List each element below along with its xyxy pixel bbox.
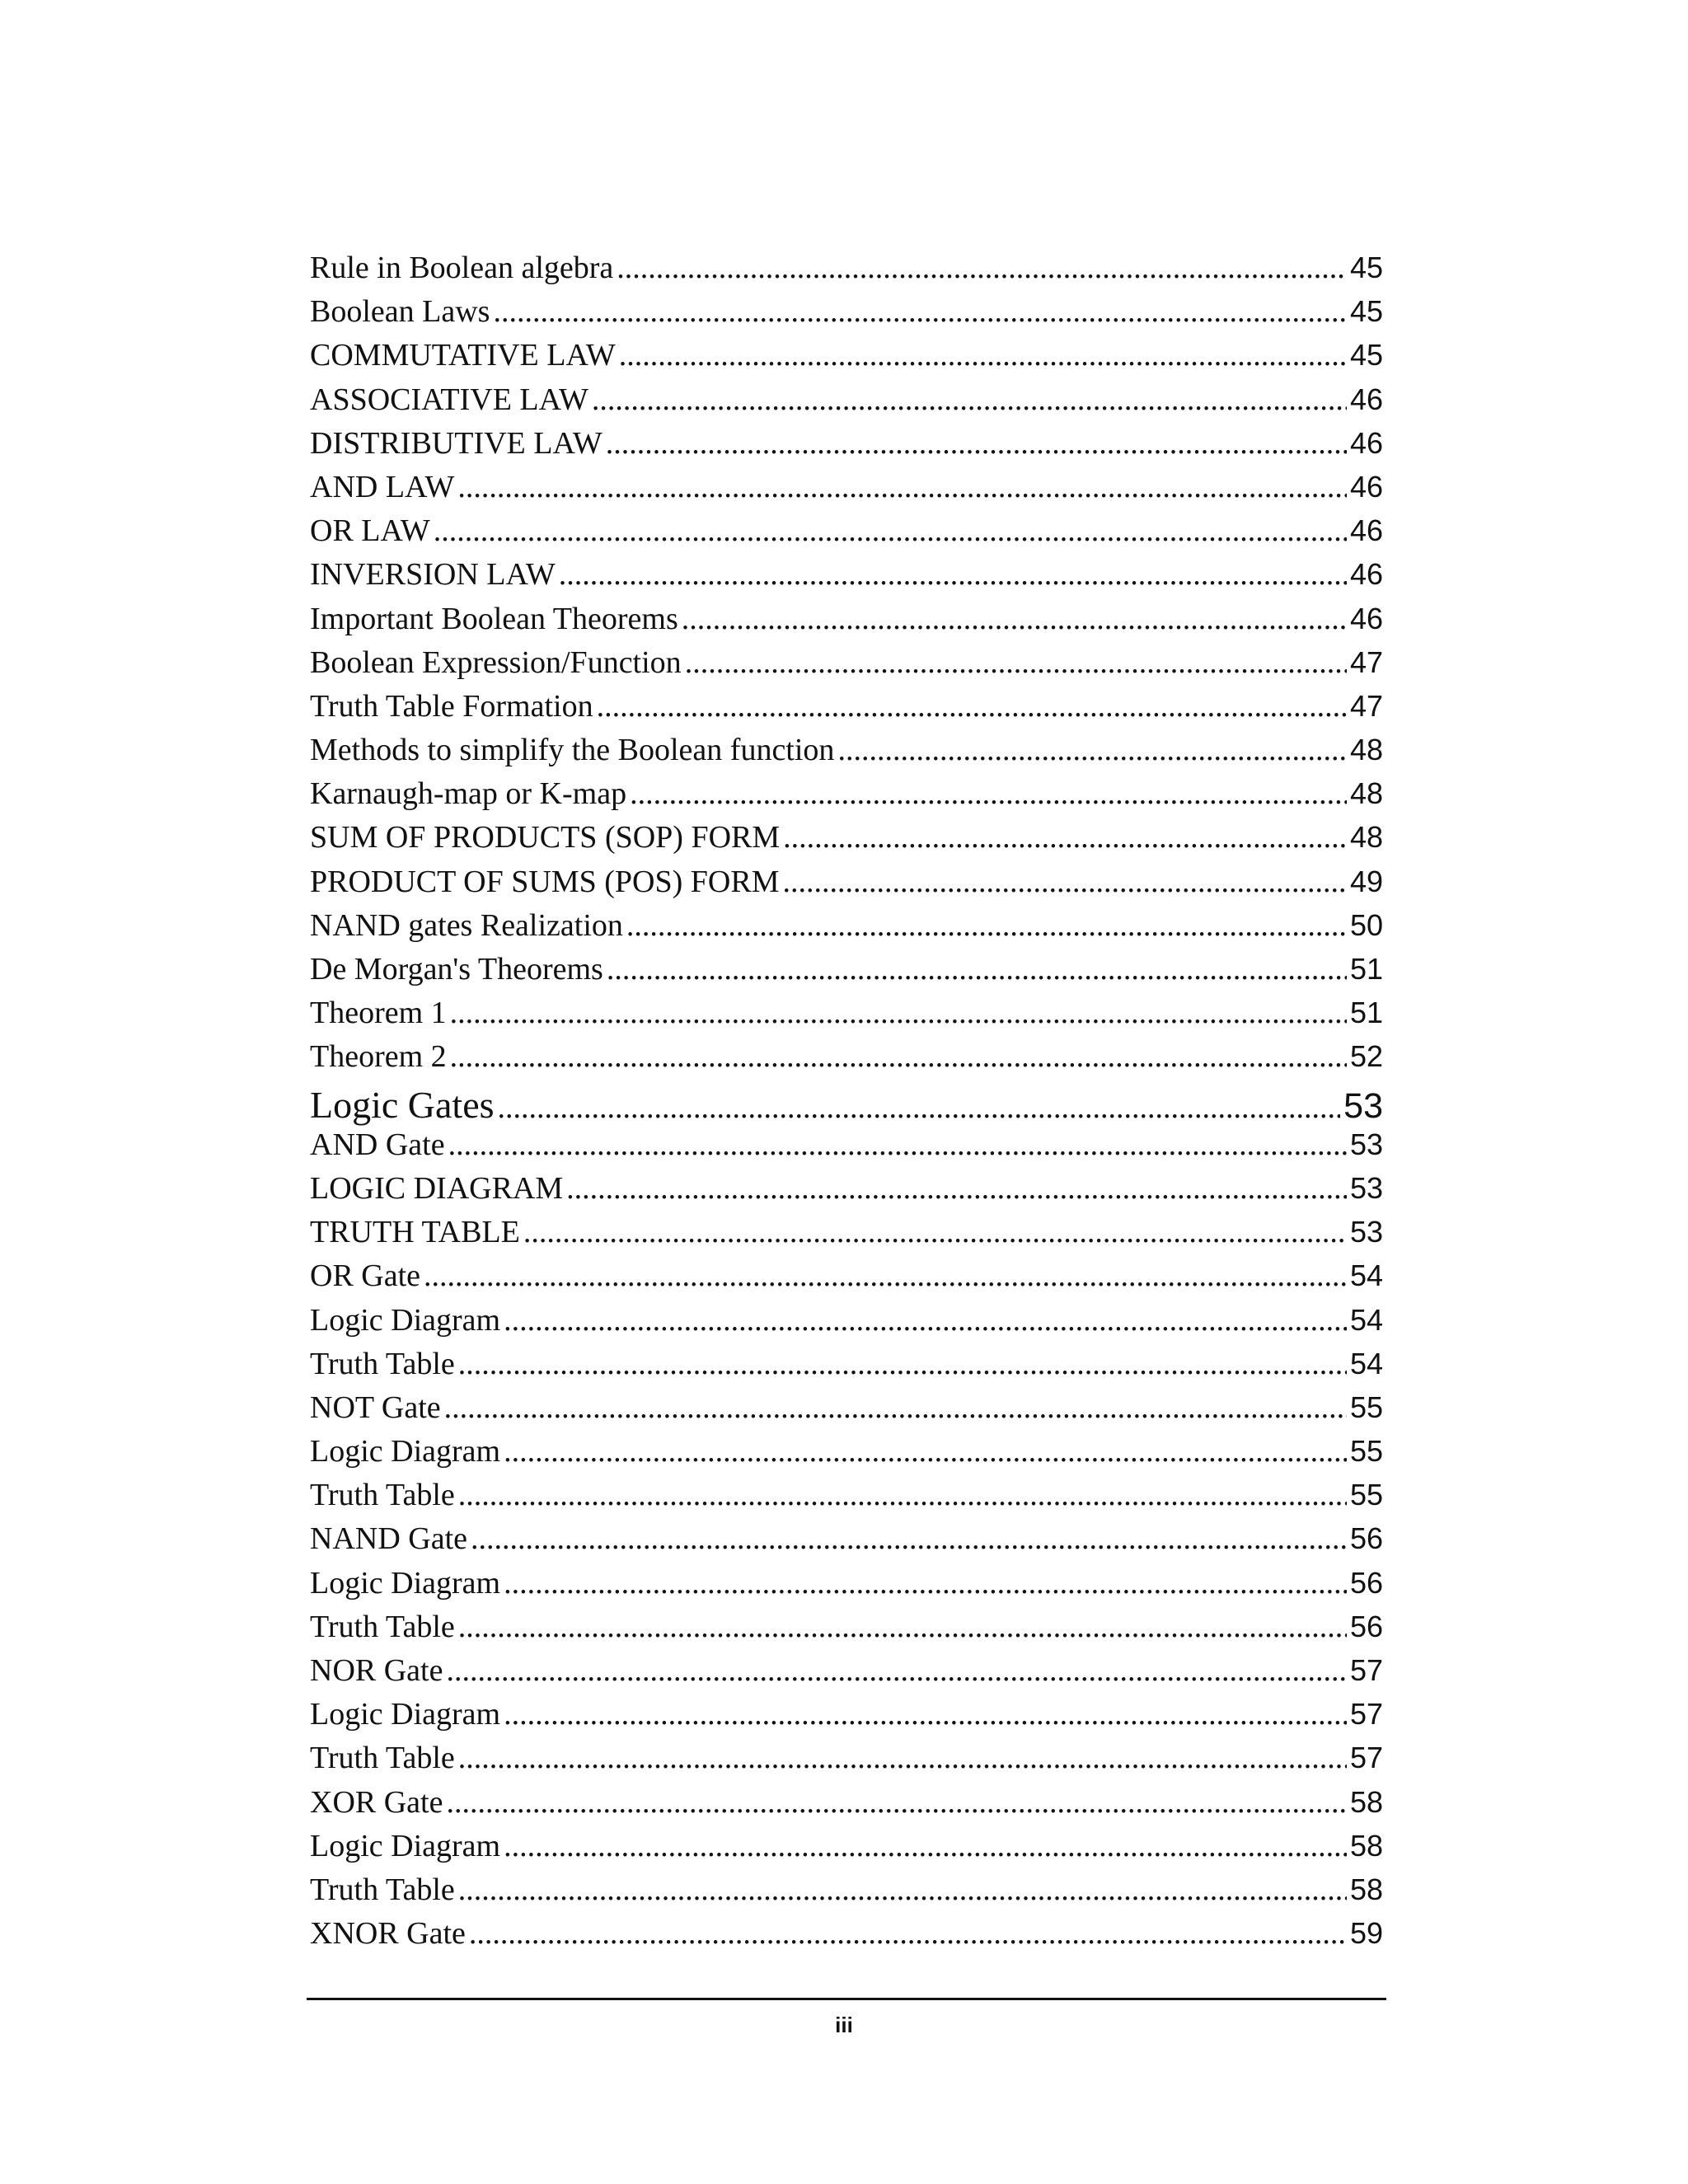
toc-entry[interactable] xyxy=(310,382,1383,425)
toc-entry-page: 47 xyxy=(1349,688,1383,723)
toc-dot-leader xyxy=(444,1390,1347,1426)
toc-entry-title: Logic Diagram xyxy=(310,1828,501,1863)
toc-entry-title: Truth Table xyxy=(310,1478,455,1513)
toc-dot-leader xyxy=(504,1565,1347,1601)
toc-entry[interactable] xyxy=(310,1740,1383,1783)
toc-entry-page: 54 xyxy=(1349,1346,1383,1380)
toc-entry-title: AND LAW xyxy=(310,469,455,504)
toc-entry[interactable] xyxy=(310,995,1383,1038)
toc-entry[interactable] xyxy=(310,425,1383,469)
toc-dot-leader xyxy=(783,819,1347,855)
toc-dot-leader xyxy=(630,776,1347,812)
toc-dot-leader xyxy=(523,1214,1347,1250)
toc-dot-leader xyxy=(446,1652,1346,1689)
toc-entry-title: Truth Table xyxy=(310,1872,455,1907)
toc-entry-page: 46 xyxy=(1349,382,1383,416)
toc-entry-title: Theorem 2 xyxy=(310,1039,447,1075)
toc-dot-leader xyxy=(607,951,1347,987)
toc-entry-title: Boolean Expression/Function xyxy=(310,644,682,680)
toc-entry[interactable] xyxy=(310,1038,1383,1082)
toc-entry[interactable] xyxy=(310,1872,1383,1915)
toc-entry-title: COMMUTATIVE LAW xyxy=(310,338,616,373)
toc-entry-title: Truth Table xyxy=(310,1346,455,1381)
toc-entry[interactable] xyxy=(310,1083,1383,1127)
toc-entry[interactable] xyxy=(310,1127,1383,1170)
toc-dot-leader xyxy=(458,1740,1347,1776)
toc-entry-page: 54 xyxy=(1349,1258,1383,1293)
toc-entry-title: OR Gate xyxy=(310,1258,421,1294)
toc-entry-page: 58 xyxy=(1349,1872,1383,1906)
toc-entry-title: TRUTH TABLE xyxy=(310,1215,520,1250)
toc-entry-page: 51 xyxy=(1349,996,1383,1030)
toc-entry-page: 45 xyxy=(1349,338,1383,373)
toc-dot-leader xyxy=(458,1872,1347,1908)
toc-dot-leader xyxy=(592,382,1347,418)
toc-dot-leader xyxy=(504,1433,1347,1469)
toc-entry-page: 52 xyxy=(1349,1039,1383,1074)
toc-entry-page: 57 xyxy=(1349,1697,1383,1732)
toc-dot-leader xyxy=(619,337,1347,373)
toc-entry[interactable] xyxy=(310,601,1383,644)
toc-dot-leader xyxy=(498,1090,1341,1126)
toc-entry-page: 57 xyxy=(1349,1741,1383,1775)
toc-entry-title: ASSOCIATIVE LAW xyxy=(310,382,588,417)
toc-entry-title: Logic Diagram xyxy=(310,1565,501,1601)
toc-entry[interactable] xyxy=(310,1565,1383,1609)
toc-entry-page: 56 xyxy=(1349,1609,1383,1643)
toc-entry-title: Truth Table xyxy=(310,1741,455,1776)
toc-entry[interactable] xyxy=(310,907,1383,951)
toc-dot-leader xyxy=(458,1346,1347,1382)
toc-entry-page: 48 xyxy=(1349,733,1383,767)
toc-entry-title: PRODUCT OF SUMS (POS) FORM xyxy=(310,864,780,899)
toc-entry[interactable] xyxy=(310,644,1383,688)
toc-entry[interactable] xyxy=(310,688,1383,732)
toc-entry-page: 53 xyxy=(1349,1215,1383,1249)
toc-dot-leader xyxy=(617,250,1347,286)
toc-dot-leader xyxy=(682,601,1347,637)
toc-dot-leader xyxy=(471,1521,1347,1557)
footer-divider xyxy=(307,1998,1386,2000)
toc-entry[interactable] xyxy=(310,337,1383,381)
toc-entry-page: 55 xyxy=(1349,1434,1383,1469)
toc-entry-title: Logic Diagram xyxy=(310,1697,501,1732)
toc-entry[interactable] xyxy=(310,1346,1383,1390)
toc-dot-leader xyxy=(458,1609,1347,1645)
toc-dot-leader xyxy=(450,995,1347,1031)
toc-entry-page: 55 xyxy=(1349,1390,1383,1424)
toc-dot-leader xyxy=(448,1127,1347,1163)
toc-entry-title: NOR Gate xyxy=(310,1653,443,1688)
toc-entry-title: AND Gate xyxy=(310,1127,445,1162)
toc-entry-title: Important Boolean Theorems xyxy=(310,601,678,636)
toc-entry-page: 51 xyxy=(1349,952,1383,986)
table-of-contents xyxy=(310,250,1383,1959)
toc-entry[interactable] xyxy=(310,250,1383,293)
toc-entry-page: 53 xyxy=(1349,1170,1383,1205)
toc-entry[interactable] xyxy=(310,819,1383,863)
toc-dot-leader xyxy=(434,513,1347,549)
toc-dot-leader xyxy=(504,1302,1347,1338)
toc-entry[interactable] xyxy=(310,1170,1383,1214)
toc-entry-page: 53 xyxy=(1349,1127,1383,1161)
toc-entry-page: 56 xyxy=(1349,1521,1383,1556)
toc-entry[interactable] xyxy=(310,1390,1383,1433)
toc-dot-leader xyxy=(446,1784,1346,1821)
toc-dot-leader xyxy=(469,1915,1347,1952)
toc-entry-title: Logic Diagram xyxy=(310,1302,501,1338)
toc-entry-page: 48 xyxy=(1349,820,1383,855)
toc-entry-page: 58 xyxy=(1349,1784,1383,1819)
toc-entry-page: 45 xyxy=(1349,251,1383,284)
toc-entry-title: Rule in Boolean algebra xyxy=(310,251,614,285)
toc-entry[interactable] xyxy=(310,732,1383,776)
toc-entry-page: 47 xyxy=(1349,644,1383,679)
toc-entry[interactable] xyxy=(310,293,1383,337)
toc-entry[interactable] xyxy=(310,951,1383,995)
page-number: iii xyxy=(835,2013,853,2037)
toc-entry[interactable] xyxy=(310,1784,1383,1828)
toc-entry-page: 57 xyxy=(1349,1653,1383,1687)
toc-entry-title: LOGIC DIAGRAM xyxy=(310,1170,564,1206)
toc-entry-title: INVERSION LAW xyxy=(310,557,556,593)
toc-entry-title: OR LAW xyxy=(310,513,430,549)
toc-entry-page: 56 xyxy=(1349,1565,1383,1600)
toc-entry-title: Logic Gates xyxy=(310,1083,495,1126)
toc-entry[interactable] xyxy=(310,469,1383,513)
toc-entry[interactable] xyxy=(310,1258,1383,1301)
toc-entry[interactable] xyxy=(310,1477,1383,1521)
toc-entry[interactable] xyxy=(310,1696,1383,1740)
toc-entry-title: Theorem 1 xyxy=(310,996,447,1031)
toc-entry-title: Truth Table Formation xyxy=(310,688,593,724)
toc-entry-title: De Morgan's Theorems xyxy=(310,952,603,987)
toc-entry[interactable] xyxy=(310,1521,1383,1564)
toc-entry-page: 45 xyxy=(1349,294,1383,329)
toc-dot-leader xyxy=(606,425,1347,462)
toc-entry[interactable] xyxy=(310,1652,1383,1696)
toc-entry[interactable] xyxy=(310,513,1383,556)
toc-dot-leader xyxy=(837,732,1347,768)
toc-dot-leader xyxy=(782,864,1346,900)
toc-dot-leader xyxy=(493,293,1347,330)
toc-entry-page: 46 xyxy=(1349,557,1383,592)
toc-dot-leader xyxy=(626,907,1347,944)
toc-entry-title: Karnaugh-map or K-map xyxy=(310,776,627,812)
toc-dot-leader xyxy=(685,644,1347,681)
toc-dot-leader xyxy=(504,1828,1347,1864)
toc-entry-page: 59 xyxy=(1349,1916,1383,1951)
toc-entry-page: 54 xyxy=(1349,1302,1383,1337)
toc-dot-leader xyxy=(566,1170,1347,1207)
toc-entry-page: 46 xyxy=(1349,425,1383,460)
toc-entry[interactable] xyxy=(310,556,1383,600)
toc-entry-title: NOT Gate xyxy=(310,1390,441,1425)
toc-entry-title: NAND gates Realization xyxy=(310,907,623,943)
toc-dot-leader xyxy=(597,688,1347,724)
toc-entry-title: XNOR Gate xyxy=(310,1916,466,1952)
toc-dot-leader xyxy=(504,1696,1347,1732)
toc-entry-page: 46 xyxy=(1349,601,1383,635)
toc-entry[interactable] xyxy=(310,1214,1383,1258)
toc-entry[interactable] xyxy=(310,1828,1383,1872)
toc-entry-title: Logic Diagram xyxy=(310,1434,501,1469)
toc-entry-title: Boolean Laws xyxy=(310,294,490,330)
toc-dot-leader xyxy=(559,556,1347,593)
toc-dot-leader xyxy=(457,469,1347,505)
toc-entry[interactable] xyxy=(310,1609,1383,1652)
toc-entry-page: 46 xyxy=(1349,513,1383,548)
toc-entry-title: Methods to simplify the Boolean function xyxy=(310,733,835,768)
toc-entry-page: 50 xyxy=(1349,907,1383,942)
toc-entry[interactable] xyxy=(310,776,1383,819)
toc-entry-page: 46 xyxy=(1349,469,1383,504)
toc-entry-page: 48 xyxy=(1349,776,1383,811)
toc-entry-title: Truth Table xyxy=(310,1609,455,1644)
toc-entry-page: 53 xyxy=(1343,1085,1383,1126)
toc-entry-title: DISTRIBUTIVE LAW xyxy=(310,425,603,461)
toc-entry-title: SUM OF PRODUCTS (SOP) FORM xyxy=(310,820,781,855)
toc-entry[interactable] xyxy=(310,864,1383,907)
toc-entry-page: 58 xyxy=(1349,1828,1383,1863)
toc-entry-title: XOR Gate xyxy=(310,1784,443,1820)
toc-entry[interactable] xyxy=(310,1915,1383,1959)
toc-entry[interactable] xyxy=(310,1302,1383,1346)
toc-entry-page: 49 xyxy=(1349,864,1383,898)
toc-entry[interactable] xyxy=(310,1433,1383,1477)
toc-entry-title: NAND Gate xyxy=(310,1521,468,1557)
toc-dot-leader xyxy=(424,1258,1347,1294)
toc-entry-page: 55 xyxy=(1349,1478,1383,1512)
toc-dot-leader xyxy=(458,1477,1347,1513)
toc-dot-leader xyxy=(450,1038,1347,1075)
